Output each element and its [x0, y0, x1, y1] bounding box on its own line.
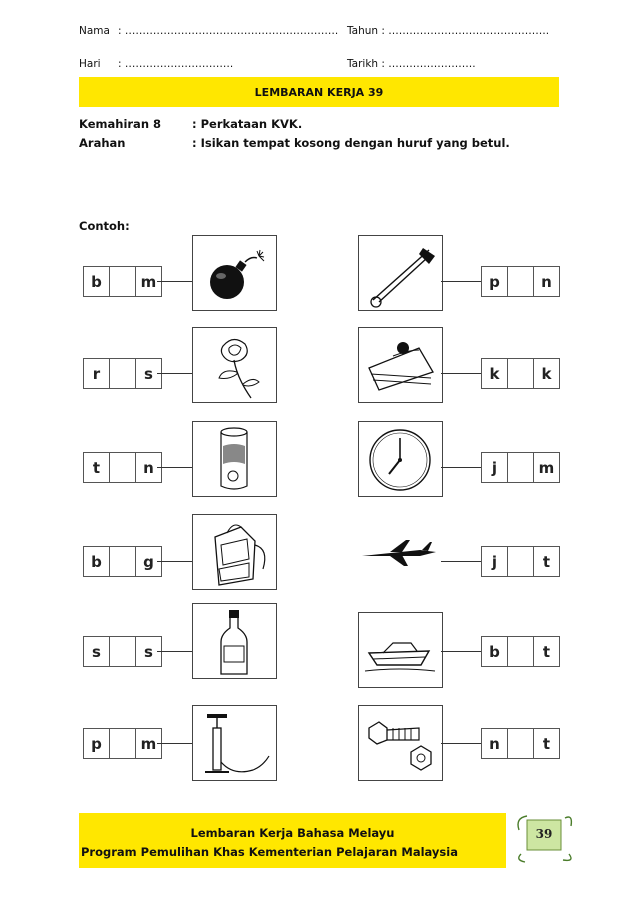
blank-vowel-box[interactable]	[507, 546, 534, 577]
blank-vowel-box[interactable]	[507, 266, 534, 297]
letter-first: b	[83, 266, 110, 297]
letter-last: t	[533, 636, 560, 667]
can-icon	[193, 422, 276, 496]
letter-first: n	[481, 728, 508, 759]
picture-backpack	[192, 514, 277, 590]
picture-bomb	[192, 235, 277, 311]
word-boxes-backpack	[83, 546, 162, 577]
blank-vowel-box[interactable]	[109, 636, 136, 667]
letter-last: g	[135, 546, 162, 577]
blank-vowel-box[interactable]	[109, 266, 136, 297]
connector-line	[441, 373, 481, 374]
hari-field[interactable]: : ………………………….	[118, 58, 234, 70]
connector-line	[441, 651, 481, 652]
picture-bottle	[192, 603, 277, 679]
letter-first: b	[83, 546, 110, 577]
connector-line	[441, 281, 481, 282]
connector-line	[157, 651, 192, 652]
letter-first: t	[83, 452, 110, 483]
letter-first: k	[481, 358, 508, 389]
bottle-icon	[193, 604, 276, 678]
letter-last: s	[135, 358, 162, 389]
word-boxes-pin	[481, 266, 560, 297]
connector-line	[157, 373, 192, 374]
picture-nut-bolt	[358, 705, 443, 781]
picture-boat	[358, 612, 443, 688]
letter-last: n	[135, 452, 162, 483]
word-boxes-rose	[83, 358, 162, 389]
letter-last: m	[135, 266, 162, 297]
word-boxes-jet	[481, 546, 560, 577]
word-boxes-pump	[83, 728, 162, 759]
letter-first: b	[481, 636, 508, 667]
nama-field[interactable]: : …………………………………………………….	[118, 25, 339, 37]
picture-rose	[192, 327, 277, 403]
nama-label: Nama	[79, 25, 110, 37]
worksheet-title: LEMBARAN KERJA 39	[254, 85, 384, 99]
blank-vowel-box[interactable]	[507, 452, 534, 483]
hari-label: Hari	[79, 58, 101, 70]
letter-last: t	[533, 728, 560, 759]
word-boxes-bomb	[83, 266, 162, 297]
picture-can	[192, 421, 277, 497]
bomb-icon	[193, 236, 276, 310]
word-boxes-bottle	[83, 636, 162, 667]
letter-first: s	[83, 636, 110, 667]
kemahiran-label: Kemahiran 8	[79, 117, 162, 131]
letter-last: m	[135, 728, 162, 759]
nut-bolt-icon	[359, 706, 442, 780]
arahan-value: : Isikan tempat kosong dengan huruf yang betul.	[192, 136, 510, 150]
boat-icon	[359, 613, 442, 687]
jet-icon	[360, 532, 442, 572]
pump-icon	[193, 706, 276, 780]
letter-last: n	[533, 266, 560, 297]
picture-clock	[358, 421, 443, 497]
page-number-badge	[513, 810, 575, 864]
rose-icon	[193, 328, 276, 402]
letter-first: j	[481, 452, 508, 483]
arahan-label: Arahan	[79, 136, 126, 150]
footer-banner	[79, 813, 506, 868]
connector-line	[157, 467, 192, 468]
blank-vowel-box[interactable]	[507, 358, 534, 389]
word-boxes-jam	[481, 452, 560, 483]
word-boxes-bot	[481, 636, 560, 667]
letter-first: r	[83, 358, 110, 389]
footer-line-1: Lembaran Kerja Bahasa Melayu	[190, 826, 395, 840]
cake-icon	[359, 328, 442, 402]
letter-first: j	[481, 546, 508, 577]
page-number: 39	[535, 827, 553, 841]
contoh-label: Contoh:	[79, 219, 130, 233]
connector-line	[441, 743, 481, 744]
connector-line	[157, 561, 192, 562]
kemahiran-value: : Perkataan KVK.	[192, 117, 303, 131]
connector-line	[157, 281, 192, 282]
tarikh-field[interactable]: Tarikh : …………………….	[347, 58, 476, 70]
letter-last: m	[533, 452, 560, 483]
blank-vowel-box[interactable]	[507, 636, 534, 667]
worksheet-title-banner	[79, 77, 559, 107]
letter-first: p	[83, 728, 110, 759]
blank-vowel-box[interactable]	[507, 728, 534, 759]
blank-vowel-box[interactable]	[109, 358, 136, 389]
letter-last: t	[533, 546, 560, 577]
letter-last: s	[135, 636, 162, 667]
blank-vowel-box[interactable]	[109, 452, 136, 483]
blank-vowel-box[interactable]	[109, 546, 136, 577]
picture-cake	[358, 327, 443, 403]
clock-icon	[359, 422, 442, 496]
letter-first: p	[481, 266, 508, 297]
backpack-icon	[193, 515, 276, 589]
word-boxes-nat	[481, 728, 560, 759]
footer-line-2: Program Pemulihan Khas Kementerian Pelajaran Malaysia	[81, 845, 458, 859]
connector-line	[157, 743, 192, 744]
connector-line	[441, 561, 481, 562]
safety-pin-icon	[359, 236, 442, 310]
letter-last: k	[533, 358, 560, 389]
connector-line	[441, 467, 481, 468]
word-boxes-can	[83, 452, 162, 483]
picture-safety-pin	[358, 235, 443, 311]
picture-jet	[360, 532, 442, 572]
blank-vowel-box[interactable]	[109, 728, 136, 759]
word-boxes-kek	[481, 358, 560, 389]
tahun-field[interactable]: Tahun : ……………………………………….	[347, 25, 550, 37]
picture-pump	[192, 705, 277, 781]
